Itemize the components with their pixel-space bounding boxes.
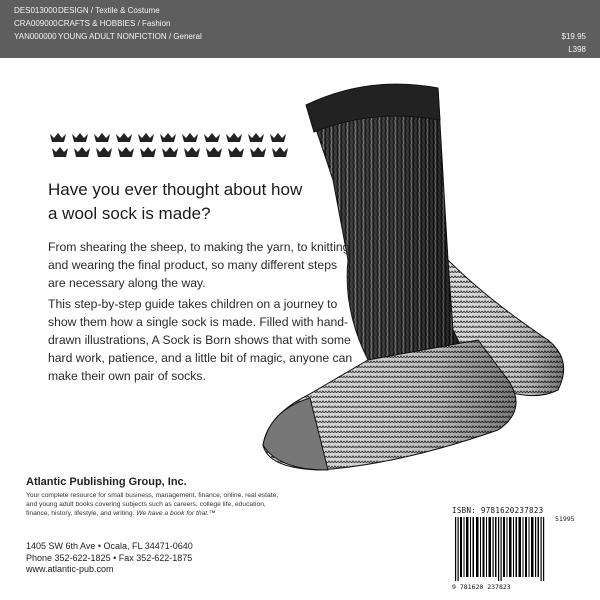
price-label: $19.95 bbox=[561, 32, 586, 41]
price-block bbox=[562, 30, 586, 56]
publisher-description-text: Your complete resource for small business, management, finance, online, real estate, and young adult books covering subjects such as careers, college life, education, finance, history, lifestyle, and writing. bbox=[26, 492, 279, 517]
category-row bbox=[14, 4, 202, 17]
category-list bbox=[14, 4, 202, 43]
headline bbox=[48, 178, 348, 226]
barcode-bars bbox=[455, 517, 551, 581]
category-code: CRA009000 bbox=[14, 19, 58, 28]
address-website[interactable]: www.atlantic-pub.com bbox=[26, 564, 114, 574]
headline-line: Have you ever thought about how bbox=[48, 180, 303, 199]
category-code: YAN000000 bbox=[14, 32, 57, 41]
publisher-description bbox=[26, 491, 286, 518]
category-label: YOUNG ADULT NONFICTION / General bbox=[58, 32, 202, 41]
category-label: CRAFTS & HOBBIES / Fashion bbox=[58, 19, 171, 28]
description-paragraph: From shearing the sheep, to making the yarn, to knitting and wearing the final product, so many different steps are necessary along the way. bbox=[48, 240, 350, 290]
publisher-name: Atlantic Publishing Group, Inc. bbox=[26, 476, 187, 488]
publisher-block bbox=[26, 476, 286, 518]
description-paragraph: This step-by-step guide takes children on a journey to show them how a single sock is made. Filled with hand-drawn illustrations, A Sock is Born shows that with some hard work, patience, and a little bit of magic, anyone can make their own pair of socks. bbox=[48, 297, 353, 383]
barcode-price-digits: 51995 bbox=[555, 515, 575, 523]
category-row bbox=[14, 17, 202, 30]
category-code: DES013000 bbox=[14, 6, 58, 15]
address-phone: Phone 352-622-1825 • Fax 352-622-1875 bbox=[26, 552, 193, 563]
category-label: DESIGN / Textile & Costume bbox=[58, 6, 160, 15]
price-code: L398 bbox=[568, 45, 586, 54]
publisher-address bbox=[26, 541, 193, 576]
barcode-number: 9 781620 237823 bbox=[452, 583, 511, 591]
headline-line: a wool sock is made? bbox=[48, 204, 211, 223]
publisher-tagline: We have a book for that.™ bbox=[136, 510, 216, 517]
category-row bbox=[14, 30, 202, 43]
sheep-border-illustration bbox=[48, 128, 288, 162]
category-bar bbox=[0, 0, 600, 58]
isbn-label: ISBN: 9781620237823 bbox=[452, 506, 544, 515]
address-street: 1405 SW 6th Ave • Ocala, FL 34471-0640 bbox=[26, 541, 193, 551]
